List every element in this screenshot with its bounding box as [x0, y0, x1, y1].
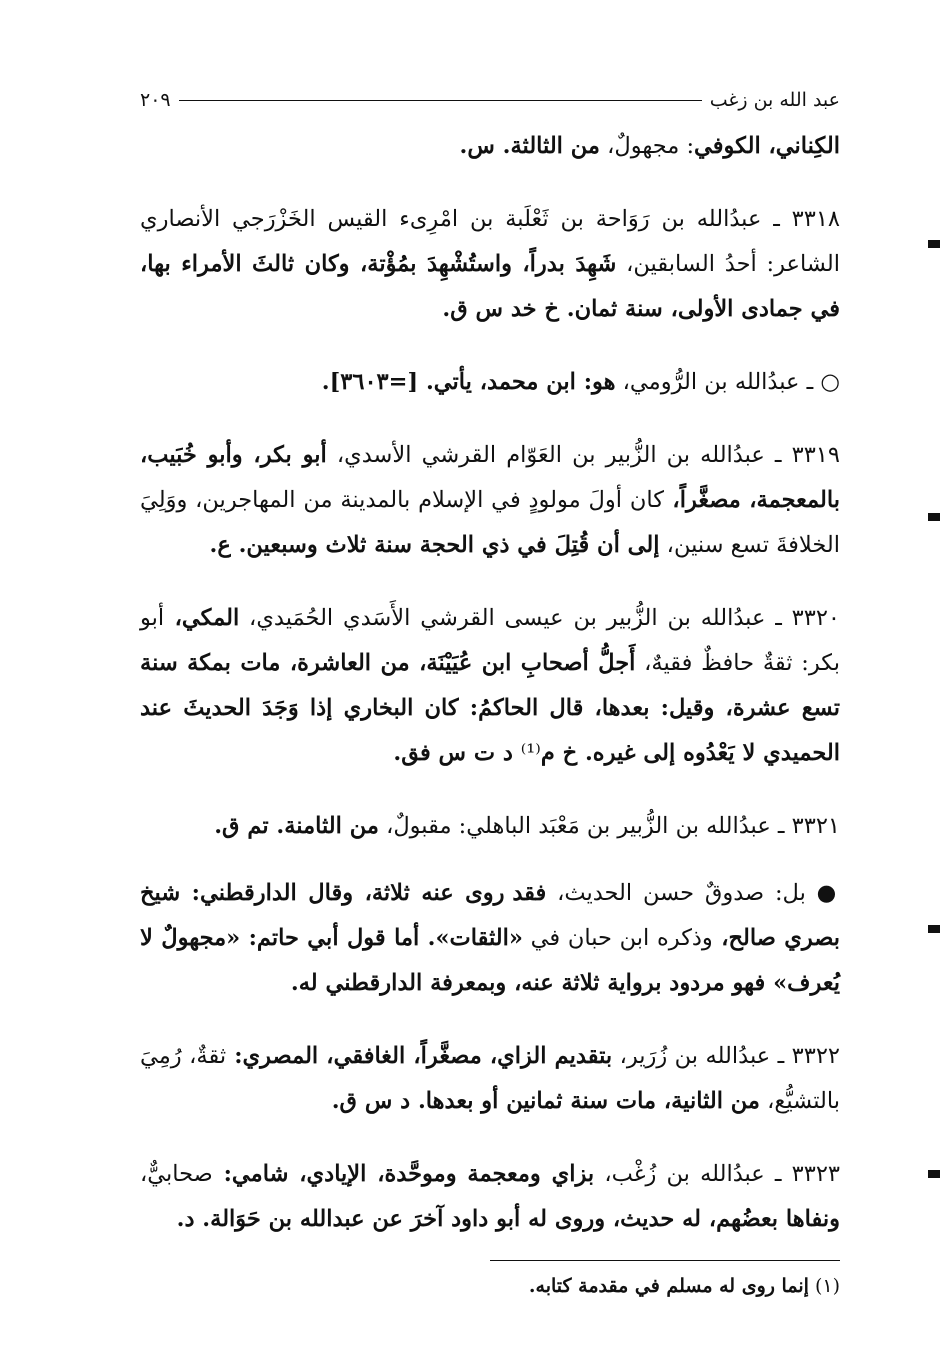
text-segment: هو: ابن محمد، يأتي. [=٣٦٠٣].: [321, 369, 616, 395]
text-segment: من الثانية، مات سنة ثمانين أو بعدها. د س ق.: [331, 1088, 760, 1114]
text-segment: أبو بكر: ثقةٌ حافظٌ فقيهٌ،: [140, 605, 840, 676]
scan-edge-mark: [928, 513, 940, 521]
entry-3321: [140, 804, 840, 849]
footnote-rule: [490, 1260, 840, 1261]
header-title: عبد الله بن زغب: [709, 89, 840, 111]
text-segment: ٣٣٢١ ـ عبدُالله بن الزُّبير بن مَعْبَد الباهلي: مقبولٌ،: [378, 813, 840, 839]
text-segment: ○ ـ عبدُالله بن الرُّومي،: [615, 369, 840, 395]
running-header: [140, 80, 840, 120]
footnote-reference[interactable]: ⁽¹⁾: [520, 740, 541, 766]
scan-edge-mark: [928, 1170, 940, 1178]
entry-3320: [140, 596, 840, 776]
text-segment: د ت س فق.: [393, 740, 521, 766]
text-segment: بتقديم الزاي، مصغَّراً، الغافقي، المصري:: [226, 1043, 613, 1069]
text-segment: كان أولَ مولودٍ في الإسلام بالمدينة من المهاجرين، ووَلِيَ الخلافةَ تسع سنين،: [140, 487, 840, 558]
text-segment: «الثقات». أما قول أبي حاتم: «مجهولٌ لا يُعرف» فهو مردود برواية ثلاثة عنه، وبمعرفة الدارقطني له.: [140, 925, 840, 996]
text-segment: الكِناني، الكوفي: [694, 133, 840, 159]
text-segment: صحابيٌّ،: [140, 1161, 213, 1187]
header-rule: [179, 100, 702, 101]
text-segment: أبو بكر، وأبو خُبَيب، بالمعجمة، مصغَّراً،: [140, 442, 840, 513]
editor-comment: [140, 871, 840, 1006]
footnote: [140, 1271, 840, 1301]
text-segment: ● بل: صدوقٌ حسن الحديث،: [546, 880, 840, 906]
text-segment: من الثالثة. س.: [459, 133, 600, 159]
text-segment: المكي،: [164, 605, 240, 631]
entry-continuation: [140, 124, 840, 169]
text-segment: ٣٣١٩ ـ عبدُالله بن الزُّبير بن العَوّام القرشي الأسدي،: [326, 442, 840, 468]
text-segment: ثقةٌ، رُمِيَ بالتشيُّع،: [140, 1043, 840, 1114]
entry-3318: [140, 197, 840, 332]
text-segment: من الثامنة. تم ق.: [214, 813, 379, 839]
text-segment: فقد روى عنه ثلاثة، وقال الدارقطني: شيخ بصري صالح،: [140, 880, 841, 951]
text-segment: أَجلُّ أصحابِ ابن عُيَيْنَة، من العاشرة، مات بمكة سنة تسع عشرة، وقيل: بعدها، قال الحاكمُ: كان البخاري إذا وَجَدَ الحديثَ عند الحميدي لا يَعْدُوه إلى غيره. خ م: [140, 650, 840, 766]
scan-edge-mark: [928, 925, 940, 933]
page-number: ٢٠٩: [140, 89, 171, 111]
page: [140, 80, 840, 1301]
text-segment: إلى أن قُتِلَ في ذي الحجة سنة ثلاث وسبعين. ع.: [209, 532, 660, 558]
entry-3322: [140, 1034, 840, 1124]
scan-edge-mark: [928, 240, 940, 248]
text-segment: بزاي ومعجمة وموحَّدة، الإيادي، شامي:: [212, 1161, 595, 1187]
entry-3323: [140, 1152, 840, 1242]
text-segment: شَهِدَ بدراً، واستُشْهِدَ بمُؤْتة، وكان ثالثَ الأمراء بها، في جمادى الأولى، سنة ثمان. خ خد س ق.: [140, 251, 840, 322]
text-segment: ٣٣٢٠ ـ عبدُالله بن الزُّبير بن عيسى القرشي الأَسَدي الحُمَيدي،: [239, 605, 840, 631]
text-segment: ٣٣٢٣ ـ عبدُالله بن زُغْب،: [594, 1161, 840, 1187]
text-segment: : مجهولٌ،: [599, 133, 695, 159]
text-segment: وذكره ابن حبان في: [522, 925, 713, 951]
entry-cross-reference: [140, 360, 840, 405]
footnote-text: إنما روى له مسلم في مقدمة كتابه.: [528, 1275, 809, 1297]
entry-3319: [140, 433, 840, 568]
text-segment: ونفاها بعضُهم، له حديث، وروى له أبو داود آخرَ عن عبدالله بن حَوَالة. د.: [176, 1206, 840, 1232]
text-segment: ٣٣١٨ ـ عبدُالله بن رَوَاحة بن ثَعْلَبة بن امْرِىء القيس الخَزْرَجي الأنصاري الشاعر: أحدُ السابقين،: [140, 206, 840, 277]
footnote-marker: (١): [814, 1275, 840, 1297]
text-segment: ٣٣٢٢ ـ عبدُالله بن زُرَير،: [612, 1043, 840, 1069]
